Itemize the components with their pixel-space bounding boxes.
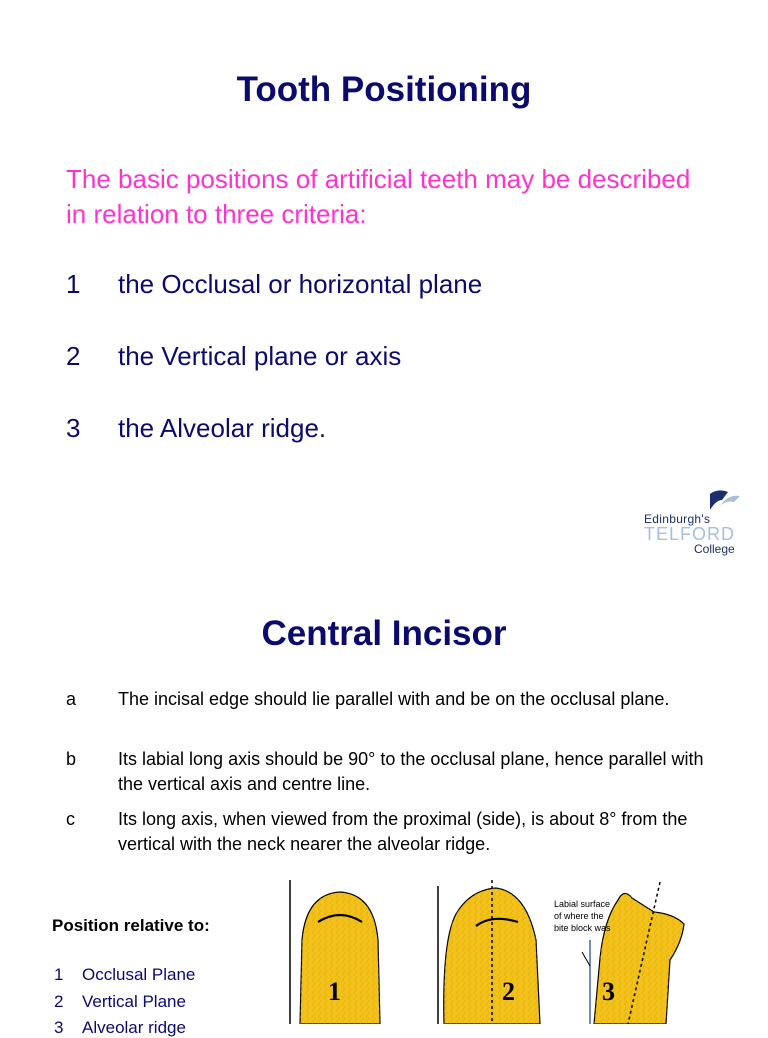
point-text: Its labial long axis should be 90° to the occlusal plane, hence parallel with the vertical axis and centre line. (118, 749, 704, 794)
logo-line-1: Edinburgh's (644, 512, 711, 526)
point-letter: c (66, 809, 75, 829)
logo-line-2: TELFORD (644, 524, 736, 544)
position-text: Vertical Plane (82, 992, 186, 1011)
labial-surface-note: Labial surface of where the bite block was (554, 899, 611, 933)
slide-title: Tooth Positioning (236, 70, 532, 109)
criteria-item (66, 340, 401, 372)
position-number: 3 (54, 1018, 64, 1037)
criteria-number: 3 (66, 413, 81, 443)
slide-title: Central Incisor (261, 614, 507, 653)
point-text: Its long axis, when viewed from the proximal (side), is about 8° from the vertical with the neck nearer the alveolar ridge. (118, 809, 688, 854)
intro-text: The basic positions of artificial teeth may be described in relation to three criteria: (66, 164, 691, 229)
incisor-diagrams (270, 880, 720, 1024)
position-item (54, 992, 186, 1012)
point-item (66, 807, 726, 857)
tooth-2-drawing (444, 880, 540, 1024)
position-text: Occlusal Plane (82, 965, 196, 984)
position-item (54, 965, 195, 985)
point-text: The incisal edge should lie parallel with and be on the occlusal plane. (118, 689, 670, 709)
position-heading: Position relative to: (52, 916, 210, 935)
point-letter: b (66, 749, 77, 769)
slide-central-incisor (0, 580, 768, 1037)
position-text: Alveolar ridge (82, 1018, 186, 1037)
logo-line-3: College (694, 542, 735, 556)
tooth-drawings (270, 880, 720, 1024)
college-logo (640, 486, 750, 558)
criteria-text: the Vertical plane or axis (118, 341, 402, 371)
logo-wing-icon (708, 488, 742, 512)
criteria-number: 1 (66, 269, 81, 299)
criteria-text: the Alveolar ridge. (118, 413, 327, 443)
criteria-number: 2 (66, 341, 81, 371)
tooth-label-3: 3 (602, 977, 615, 1006)
tooth-label-2: 2 (502, 977, 515, 1006)
criteria-item (66, 412, 326, 444)
point-item (66, 687, 726, 712)
tooth-label-1: 1 (328, 977, 341, 1006)
position-number: 1 (54, 965, 64, 984)
criteria-text: the Occlusal or horizontal plane (118, 269, 483, 299)
position-number: 2 (54, 992, 64, 1011)
position-item (54, 1018, 186, 1038)
point-item (66, 747, 726, 797)
criteria-item (66, 268, 482, 300)
point-letter: a (66, 689, 77, 709)
tooth-1-drawing (300, 892, 380, 1024)
